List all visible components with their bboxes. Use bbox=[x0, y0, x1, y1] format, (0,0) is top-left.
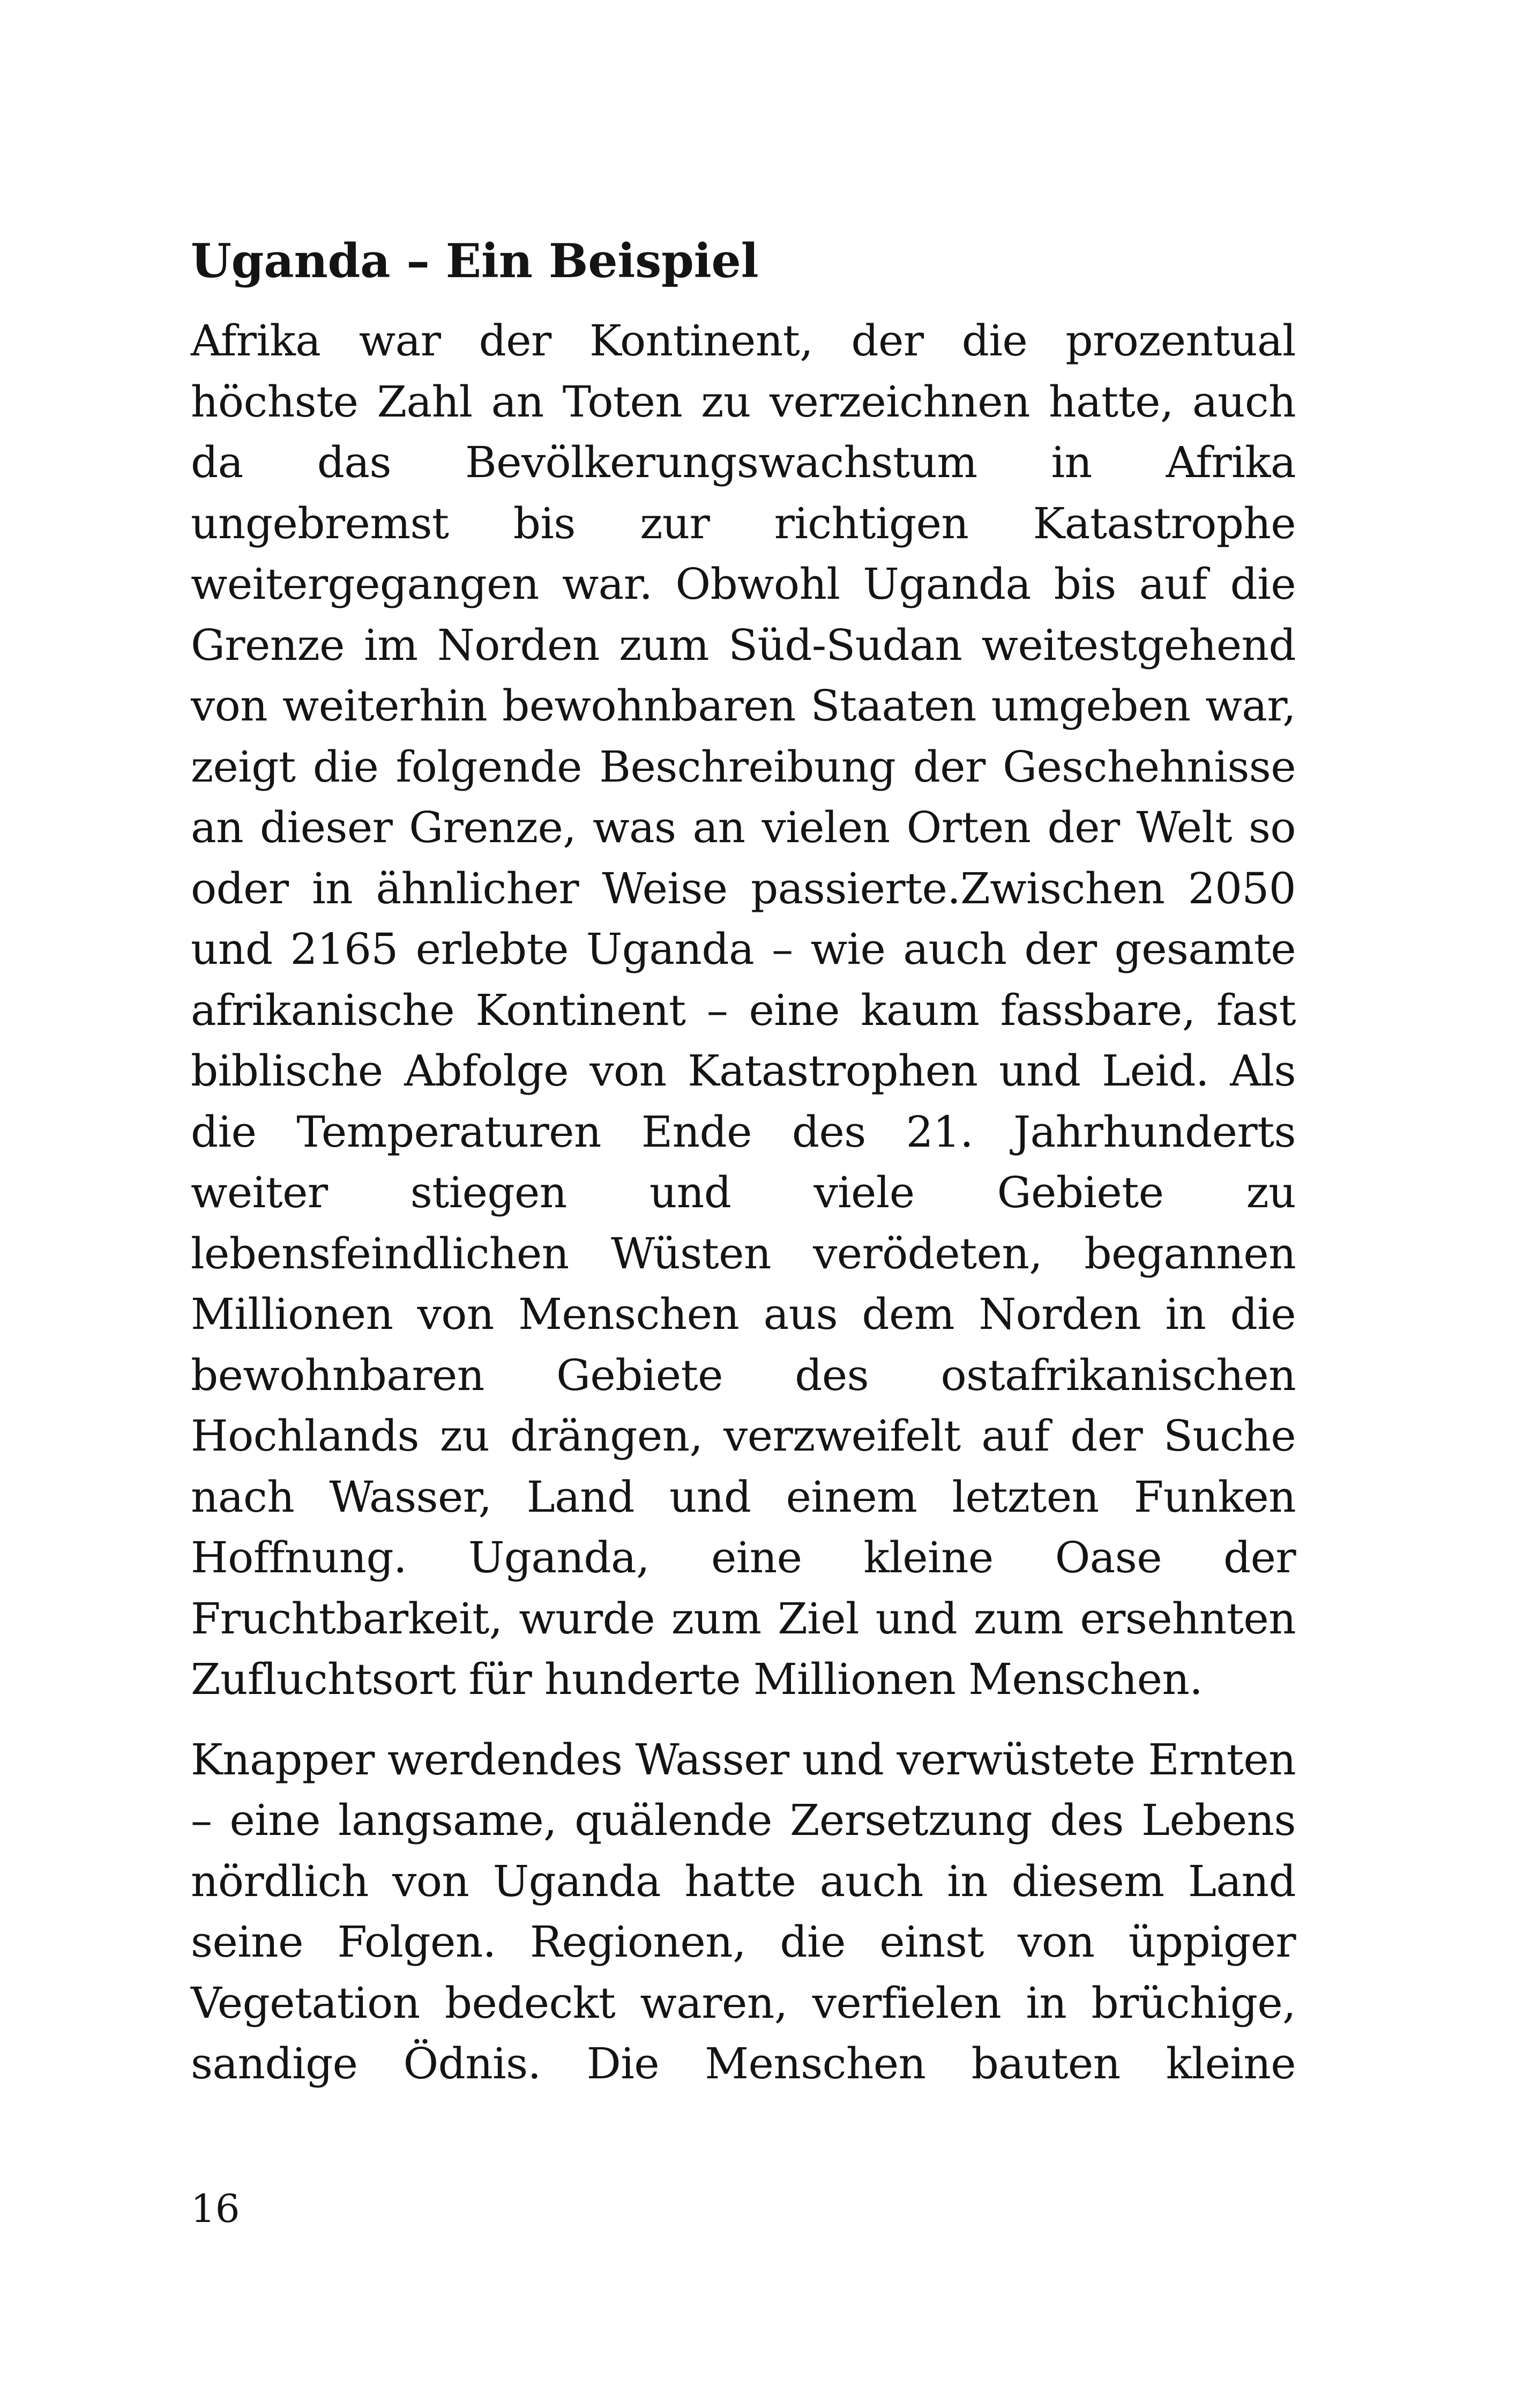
page-number: 16 bbox=[191, 2186, 240, 2231]
page-content bbox=[191, 231, 1296, 2094]
body-paragraph-1: Afrika war der Kontinent, der die prozentual höchste Zahl an Toten zu verzeichnen hatte, auch da das Bevölkerungswachstum in Afrika ungebremst bis zur richtigen Katastrophe weitergegangen war. Obwohl Uganda bis auf die Grenze im Norden zum Süd-Sudan weitestgehend von weiterhin bewohnbaren Staaten umgeben war, zeigt die folgende Beschreibung der Geschehnisse an dieser Grenze, was an vielen Orten der Welt so oder in ähnlicher Weise passierte.Zwischen 2050 und 2165 erlebte Uganda – wie auch der gesamte afrikanische Kontinent – eine kaum fassbare, fast biblische Abfolge von Katastrophen und Leid. Als die Temperaturen Ende des 21. Jahrhunderts weiter stiegen und viele Gebiete zu lebensfeindlichen Wüsten verödeten, begannen Millionen von Menschen aus dem Norden in die bewohnbaren Gebiete des ostafrikanischen Hochlands zu drängen, verzweifelt auf der Suche nach Wasser, Land und einem letzten Funken Hoffnung. Uganda, eine kleine Oase der Fruchtbarkeit, wurde zum Ziel und zum ersehnten Zufluchtsort für hunderte Millionen Menschen. bbox=[191, 316, 1296, 1704]
body-paragraph-2: Knapper werdendes Wasser und verwüstete Ernten – eine langsame, quälende Zersetzung des Lebens nördlich von Uganda hatte auch in diesem Land seine Folgen. Regionen, die einst von üppiger Vegetation bedeckt waren, verfielen in brüchige, sandige Ödnis. Die Menschen bauten kleine bbox=[191, 1734, 1296, 2089]
section-heading: Uganda – Ein Beispiel bbox=[191, 233, 759, 288]
